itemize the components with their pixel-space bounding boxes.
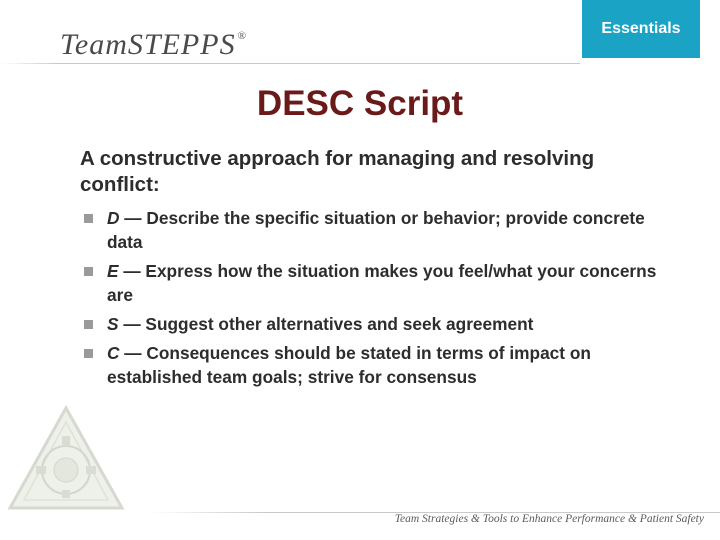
bullet-key: S: [107, 314, 119, 334]
slide-title: DESC Script: [256, 84, 464, 123]
bullet-item-s: [84, 312, 684, 336]
bullet-key: D: [107, 208, 120, 228]
bullet-item-c: [84, 341, 684, 389]
bullet-list: [84, 206, 684, 394]
bullet-key: E: [107, 261, 119, 281]
square-bullet-icon: [84, 267, 93, 276]
badge-label: Essentials: [601, 20, 681, 37]
bullet-text: — Suggest other alternatives and seek agreement: [118, 314, 534, 334]
logo-text: TeamSTEPPS: [60, 28, 236, 61]
square-bullet-icon: [84, 349, 93, 358]
bullet-text: — Consequences should be stated in terms of impact on established team goals; strive for consensus: [107, 343, 591, 387]
square-bullet-icon: [84, 320, 93, 329]
bullet-key: C: [107, 343, 120, 363]
bullet-text: — Express how the situation makes you feel/what your concerns are: [107, 261, 657, 305]
bullet-item-d: [84, 206, 684, 254]
square-bullet-icon: [84, 214, 93, 223]
essentials-badge: [582, 0, 700, 58]
header-divider: [0, 63, 580, 64]
teamstepps-triangle-emblem-icon: [6, 404, 126, 514]
teamstepps-logo: [60, 28, 247, 62]
slide-intro: A constructive approach for managing and resolving conflict:: [80, 147, 595, 196]
bullet-text: — Describe the specific situation or behavior; provide concrete data: [107, 208, 645, 252]
footer-tagline: Team Strategies & Tools to Enhance Performance & Patient Safety: [394, 513, 704, 525]
bullet-item-e: [84, 259, 684, 307]
registered-mark: ®: [237, 30, 247, 42]
